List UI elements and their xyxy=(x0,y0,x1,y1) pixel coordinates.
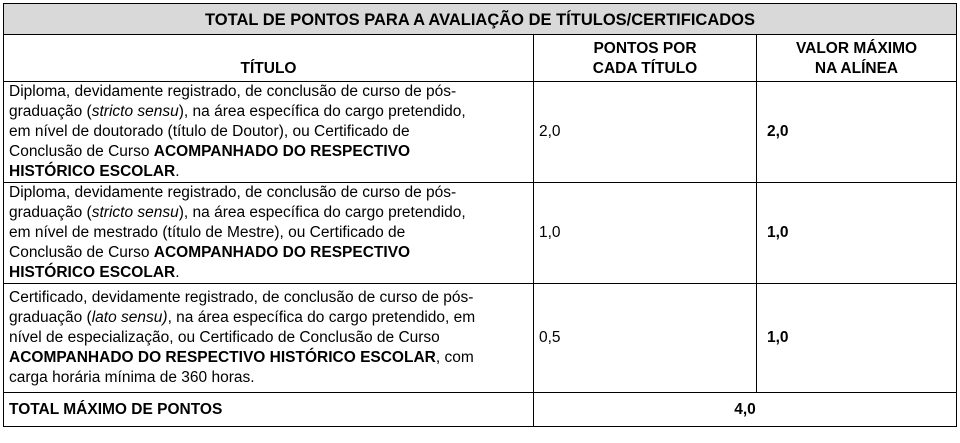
table-title-row xyxy=(4,4,957,35)
row-points: 0,5 xyxy=(534,284,757,393)
row-description: Certificado, devidamente registrado, de conclusão de curso de pós- graduação (lato sensu), na área específica do cargo pretendido, em nível de especialização, ou Certificado de Conclusão de Curso ACOMPANHADO DO RESPECTIVO HISTÓRICO ESCOLAR, com carga horária mínima de 360 horas. xyxy=(4,284,534,393)
row-max-value: 2,0 xyxy=(757,82,957,183)
total-value: 4,0 xyxy=(534,393,957,427)
table-title: TOTAL DE PONTOS PARA A AVALIAÇÃO DE TÍTULOS/CERTIFICADOS xyxy=(4,4,957,35)
row-description: Diploma, devidamente registrado, de conclusão de curso de pós- graduação (stricto sensu), na área específica do cargo pretendido, em nível de mestrado (título de Mestre), ou Certificado de Conclusão de Curso ACOMPANHADO DO RESPECTIVO HISTÓRICO ESCOLAR. xyxy=(4,183,534,284)
row-points: 2,0 xyxy=(534,82,757,183)
total-row xyxy=(4,393,957,427)
points-table xyxy=(3,3,957,427)
header-pontos: PONTOS POR CADA TÍTULO xyxy=(534,35,757,82)
table-row xyxy=(4,82,957,183)
header-titulo: TÍTULO xyxy=(4,35,534,82)
row-description: Diploma, devidamente registrado, de conclusão de curso de pós- graduação (stricto sensu), na área específica do cargo pretendido, em nível de doutorado (título de Doutor), ou Certificado de Conclusão de Curso ACOMPANHADO DO RESPECTIVO HISTÓRICO ESCOLAR. xyxy=(4,82,534,183)
total-label: TOTAL MÁXIMO DE PONTOS xyxy=(4,393,534,427)
table-row xyxy=(4,183,957,284)
row-points: 1,0 xyxy=(534,183,757,284)
table-row xyxy=(4,284,957,393)
row-max-value: 1,0 xyxy=(757,183,957,284)
header-valor-maximo: VALOR MÁXIMO NA ALÍNEA xyxy=(757,35,957,82)
table-header-row xyxy=(4,35,957,82)
row-max-value: 1,0 xyxy=(757,284,957,393)
